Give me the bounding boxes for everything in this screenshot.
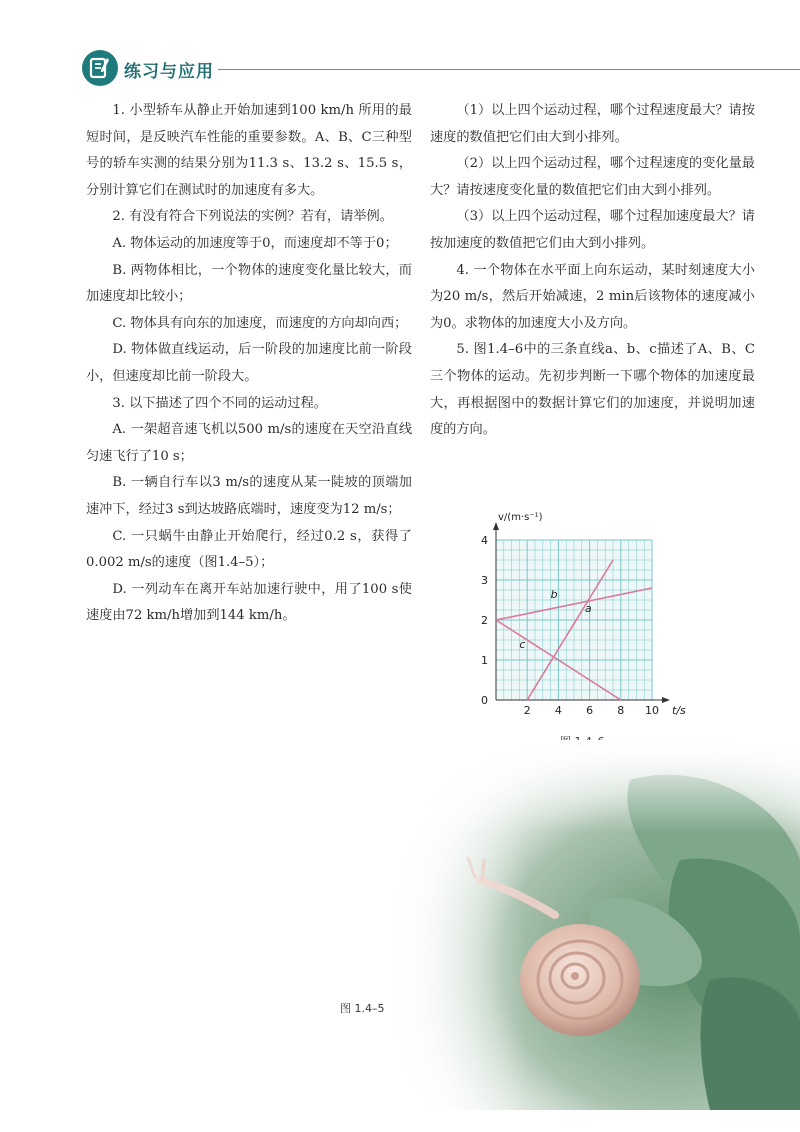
question-2-option-c: C. 物体具有向东的加速度，而速度的方向却向西； <box>112 315 408 331</box>
question-2-option-a: A. 物体运动的加速度等于0，而速度却不等于0； <box>112 235 398 251</box>
question-1: 1. 小型轿车从静止开始加速到100 km/h 所用的最短时间，是反映汽车性能的重要参数。A、B、C三种型号的轿车实测的结果分别为11.3 s、13.2 s、15.5 s，分别计算它们在测试时的加速度有多大。 <box>86 103 412 198</box>
x-tick-label: 4 <box>554 704 562 717</box>
x-tick-label: 10 <box>645 704 659 717</box>
section-title: 练习与应用 <box>124 62 214 82</box>
question-3-part-1: （1）以上四个运动过程，哪个过程速度最大？请按速度的数值把它们由大到小排列。 <box>430 103 755 145</box>
question-2: 2. 有没有符合下列说法的实例？若有，请举例。 <box>112 209 393 225</box>
y-tick-label: 1 <box>481 654 488 667</box>
y-tick-label: 2 <box>481 614 488 627</box>
origin-label: 0 <box>481 694 488 707</box>
series-label-a: a <box>584 602 592 615</box>
question-3-option-b: B. 一辆自行车以3 m/s的速度从某一陡坡的顶端加速冲下，经过3 s到达坡路底端时，速度变为12 m/s； <box>86 475 412 517</box>
figure-caption-1-4-5: 图 1.4–5 <box>340 1002 385 1015</box>
left-text-column <box>86 98 412 630</box>
velocity-time-graph-svg <box>452 508 686 748</box>
question-3-option-a: A. 一架超音速飞机以500 m/s的速度在天空沿直线匀速飞行了10 s； <box>86 422 412 464</box>
question-4: 4. 一个物体在水平面上向东运动，某时刻速度大小为20 m/s，然后开始减速，2 min后该物体的速度减小为0。求物体的加速度大小及方向。 <box>430 262 755 331</box>
y-tick-label: 3 <box>481 574 488 587</box>
question-3-part-2: （2）以上四个运动过程，哪个过程速度的变化量最大？请按速度变化量的数值把它们由大到小排列。 <box>430 156 755 198</box>
y-tick-label: 4 <box>481 534 488 547</box>
question-3: 3. 以下描述了四个不同的运动过程。 <box>112 395 327 411</box>
question-5: 5. 图1.4–6中的三条直线a、b、c描述了A、B、C三个物体的运动。先初步判断一下哪个物体的加速度最大，再根据图中的数据计算它们的加速度，并说明加速度的方向。 <box>430 342 755 438</box>
snail-on-leaf-photo <box>380 740 800 1110</box>
x-tick-label: 8 <box>617 704 625 717</box>
question-3-part-3: （3）以上四个运动过程，哪个过程加速度最大？请按加速度的数值把它们由大到小排列。 <box>430 209 755 251</box>
question-2-option-b: B. 两物体相比，一个物体的速度变化量比较大，而加速度却比较小； <box>86 262 412 305</box>
x-axis-arrow <box>662 697 670 703</box>
y-axis-arrow <box>493 522 499 530</box>
series-label-c: c <box>519 638 526 651</box>
series-label-b: b <box>550 588 558 601</box>
y-axis-label: v/(m·s⁻¹) <box>498 512 543 523</box>
x-tick-label: 2 <box>523 704 531 717</box>
x-tick-label: 6 <box>586 704 594 717</box>
question-2-option-d: D. 物体做直线运动，后一阶段的加速度比前一阶段小，但速度却比前一阶段大。 <box>86 342 412 384</box>
x-axis-label: t/s <box>672 704 686 717</box>
question-3-option-c: C. 一只蜗牛由静止开始爬行，经过0.2 s，获得了0.002 m/s的速度（图1.4–5）； <box>86 528 412 571</box>
section-header <box>82 48 800 92</box>
velocity-time-graph <box>452 508 686 748</box>
book-pen-icon <box>82 50 118 86</box>
right-text-column <box>430 98 755 444</box>
question-3-option-d: D. 一列动车在离开车站加速行驶中，用了100 s使速度由72 km/h增加到144 km/h。 <box>86 581 412 624</box>
header-divider <box>218 69 800 70</box>
